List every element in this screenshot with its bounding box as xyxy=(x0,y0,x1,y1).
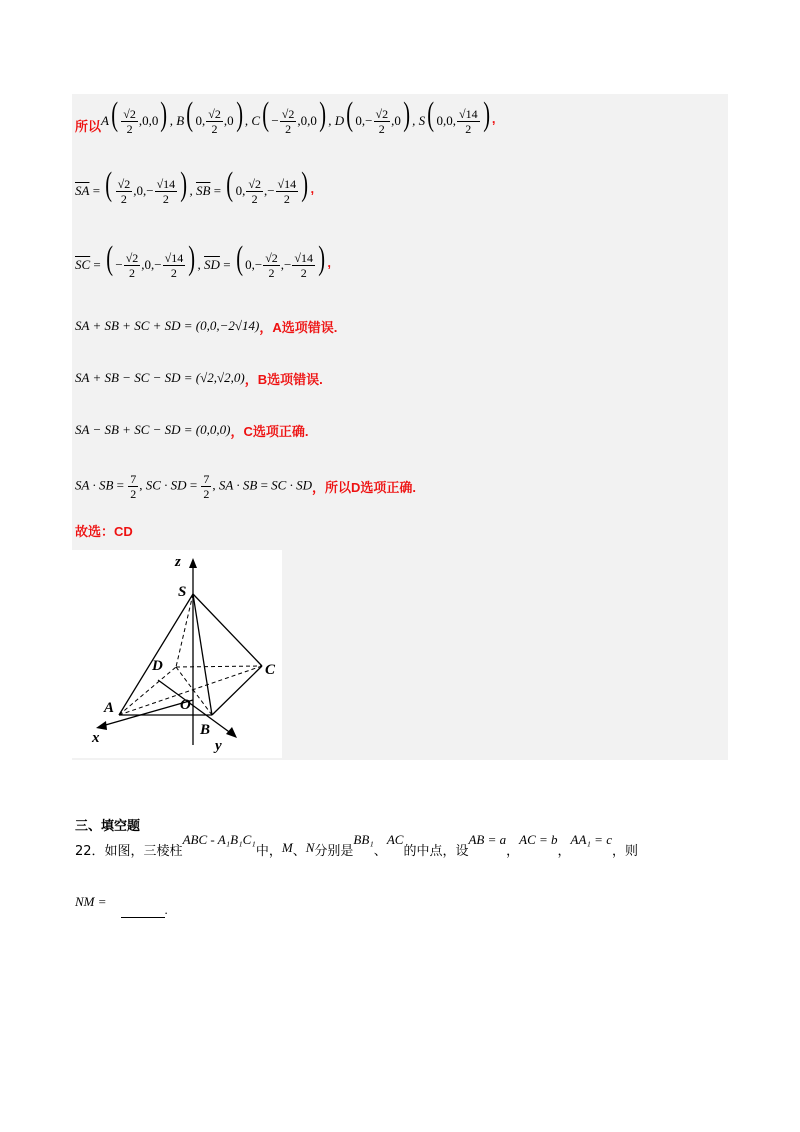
label-d: D xyxy=(152,658,163,674)
label-z: z xyxy=(175,554,181,570)
segment-bb1: BB₁ xyxy=(353,832,374,847)
label-b: B xyxy=(200,722,211,738)
label-y: y xyxy=(215,738,222,754)
answer-blank[interactable] xyxy=(121,917,165,918)
label-s: S xyxy=(178,584,187,600)
vector-ab: AB = a xyxy=(468,832,507,847)
answer-prefix: 所以 xyxy=(75,118,102,134)
answer-conclusion xyxy=(75,518,133,542)
question-text-4: 的中点，设 xyxy=(403,844,469,859)
edge-sc xyxy=(193,594,262,666)
x-arrow xyxy=(96,721,107,730)
answer-line-option-a xyxy=(75,312,337,340)
vector-aa1: AA₁ = c xyxy=(570,832,612,847)
z-arrow xyxy=(189,558,197,568)
question-22 xyxy=(75,832,638,859)
question-text-5: ，则 xyxy=(611,844,638,859)
question-text-3: 分别是 xyxy=(314,844,354,859)
answer-end: . xyxy=(164,902,168,917)
option-d-verdict: ，所以D选项正确. xyxy=(311,479,416,495)
label-o: O xyxy=(180,697,191,713)
separator-2: 、 xyxy=(373,844,387,859)
y-arrow xyxy=(226,727,237,738)
pyramid-diagram xyxy=(72,550,282,758)
question-text-1: 如图，三棱柱 xyxy=(104,844,183,859)
line3-suffix: , xyxy=(327,254,331,270)
answer-line-option-c xyxy=(75,416,308,444)
prism-name: ABC - A₁B₁C₁ xyxy=(182,832,256,847)
edge-sd-hidden xyxy=(176,594,193,667)
option-d-formula: SA · SB = $\frac{7}{2}$ , SC · SD = $\frac{7}{2}$ , SA · SB = SC · SD xyxy=(75,471,312,501)
comma-1: ， xyxy=(506,844,520,859)
edge-bc xyxy=(212,666,262,715)
coordinates-formula: A( $\frac{√2}{2}$ ,0,0) , B( 0, $\frac{√2}{2}$ ,0) , C( − $\frac{√2}{2}$ ,0,0) , D( 0,− $\frac{√2}{2}$ ,0) , S( 0,0, $\frac{√14}{2}$ ) xyxy=(101,95,490,137)
line1-suffix: , xyxy=(491,110,496,126)
label-a: A xyxy=(104,700,115,716)
option-c-verdict: ，C选项正确. xyxy=(230,423,309,439)
option-c-formula: SA − SB + SC − SD = (0,0,0) xyxy=(75,422,231,437)
vector-ac: AC = b xyxy=(519,832,558,847)
option-a-formula: SA + SB + SC + SD = (0,0,−2√14) xyxy=(75,318,260,333)
answer-line-option-b xyxy=(75,364,323,392)
segment-ac: AC xyxy=(386,832,404,847)
sc-sd-formula: $\overline{SC}$ = ( − $\frac{√2}{2}$ ,0,− $\frac{√14}{2}$ ) , $\overline{SD}$ = ( 0,− $\frac{√2}{2}$ ,− $\frac{√14}{2}$ ) xyxy=(75,239,326,281)
sa-sb-formula: $\overline{SA}$ = ( $\frac{√2}{2}$ ,0,− $\frac{√14}{2}$ ) , $\overline{SB}$ = ( 0, $\frac{√2}{2}$ ,− $\frac{√14}{2}$ ) xyxy=(75,165,309,207)
answer-blank-line xyxy=(75,894,168,918)
section-title: 三、填空题 xyxy=(75,818,141,833)
answer-line-sc-sd xyxy=(75,240,331,284)
label-x: x xyxy=(92,730,100,746)
option-a-verdict: ，A选项错误. xyxy=(259,319,338,335)
conclusion-text: 故选：CD xyxy=(75,523,133,539)
answer-line-option-d xyxy=(75,466,416,506)
comma-2: ， xyxy=(557,844,571,859)
edge-dc-hidden xyxy=(176,666,262,667)
answer-line-sa-sb xyxy=(75,166,314,210)
separator-1: 、 xyxy=(292,844,306,859)
label-c: C xyxy=(265,662,276,678)
edge-sb xyxy=(193,594,212,715)
question-number: 22． xyxy=(75,844,105,859)
answer-line-coordinates xyxy=(75,96,496,140)
option-b-verdict: ，B选项错误. xyxy=(244,371,323,387)
question-text-2: 中， xyxy=(255,844,282,859)
point-m: M xyxy=(281,840,293,855)
pyramid-figure xyxy=(72,550,282,758)
nm-vector-lhs: NM = xyxy=(75,894,107,909)
option-b-formula: SA + SB − SC − SD = (√2,√2,0) xyxy=(75,370,245,385)
line2-suffix: , xyxy=(310,180,315,196)
point-n: N xyxy=(305,840,315,855)
